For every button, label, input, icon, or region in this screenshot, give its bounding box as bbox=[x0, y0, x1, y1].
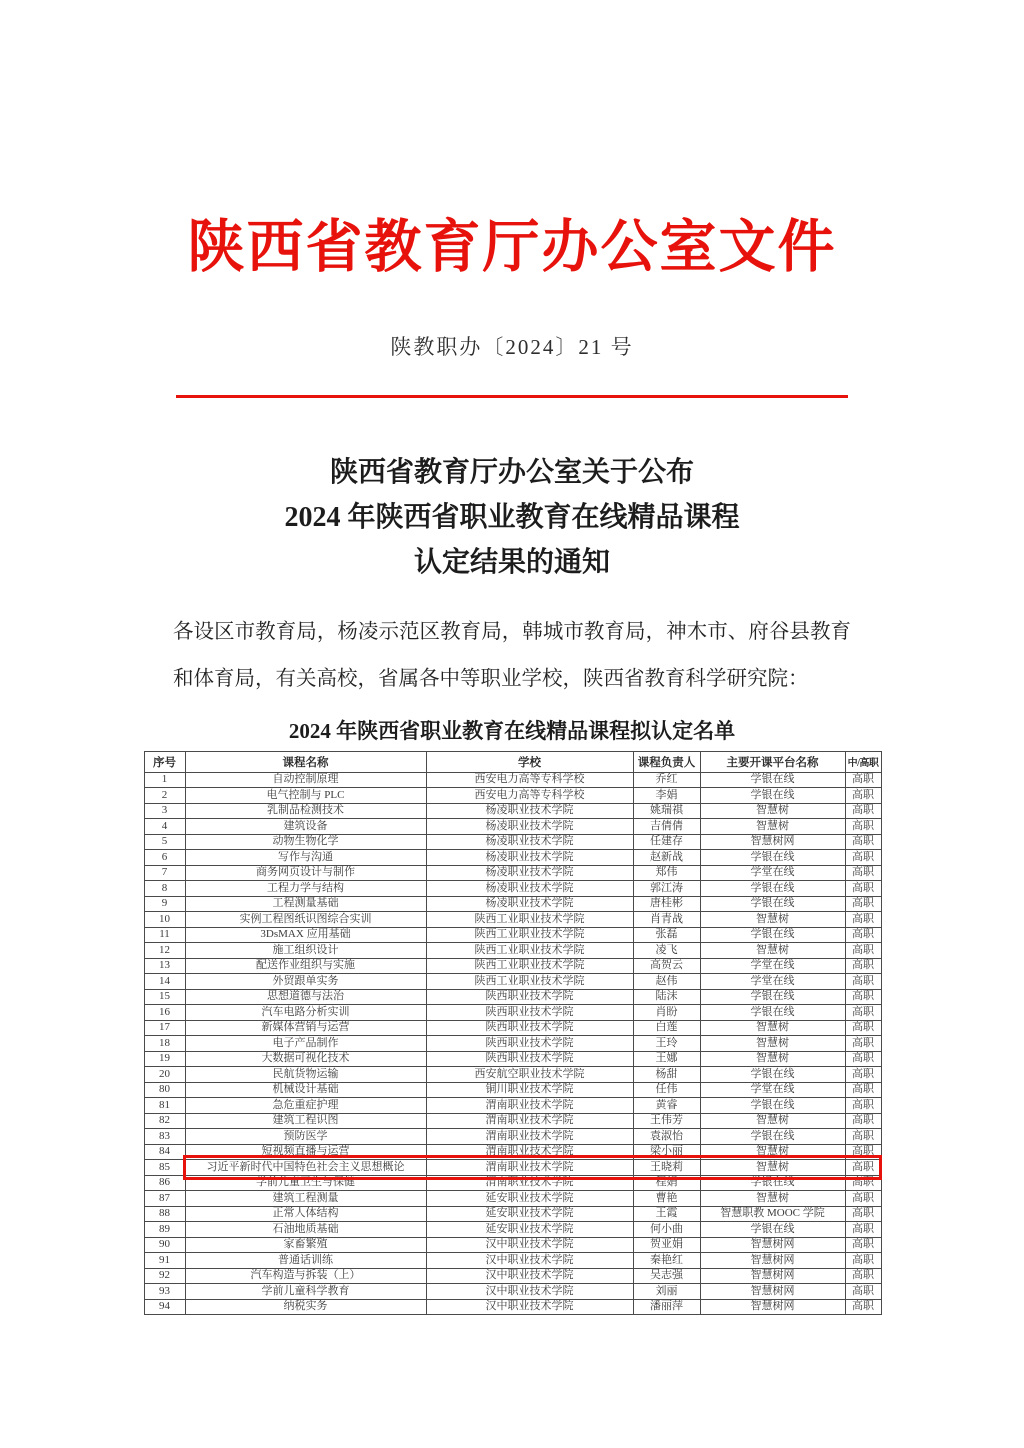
table-row bbox=[144, 958, 881, 974]
school-cell: 陕西工业职业技术学院 bbox=[426, 974, 633, 990]
leader-cell: 王晓莉 bbox=[633, 1160, 700, 1176]
leader-cell: 程娟 bbox=[633, 1175, 700, 1191]
course-cell: 实例工程图纸识图综合实训 bbox=[185, 912, 426, 928]
header-level: 中/高职 bbox=[845, 751, 881, 772]
seq-cell: 82 bbox=[144, 1113, 185, 1129]
table-row bbox=[144, 881, 881, 897]
document-number: 陕教职办〔2024〕21 号 bbox=[390, 334, 634, 359]
seq-cell: 14 bbox=[144, 974, 185, 990]
platform-cell: 智慧树 bbox=[700, 912, 845, 928]
level-cell: 高职 bbox=[845, 943, 881, 959]
table-row bbox=[144, 1160, 881, 1176]
leader-cell: 姚瑞祺 bbox=[633, 803, 700, 819]
leader-cell: 唐桂彬 bbox=[633, 896, 700, 912]
school-cell: 陕西职业技术学院 bbox=[426, 1005, 633, 1021]
table-row bbox=[144, 1082, 881, 1098]
leader-cell: 张磊 bbox=[633, 927, 700, 943]
notice-title-line-2: 2024 年陕西省职业教育在线精品课程 bbox=[284, 501, 740, 533]
notice-title-line-3: 认定结果的通知 bbox=[413, 546, 610, 578]
platform-cell: 智慧树 bbox=[700, 1020, 845, 1036]
leader-cell: 秦艳红 bbox=[633, 1253, 700, 1269]
course-cell: 工程测量基础 bbox=[185, 896, 426, 912]
platform-cell: 智慧树 bbox=[700, 1051, 845, 1067]
level-cell: 高职 bbox=[845, 834, 881, 850]
level-cell: 高职 bbox=[845, 1144, 881, 1160]
platform-cell: 智慧树 bbox=[700, 943, 845, 959]
table-row bbox=[144, 1020, 881, 1036]
platform-cell: 学银在线 bbox=[700, 1222, 845, 1238]
seq-cell: 84 bbox=[144, 1144, 185, 1160]
table-row bbox=[144, 865, 881, 881]
course-cell: 普通话训练 bbox=[185, 1253, 426, 1269]
course-cell: 建筑工程识图 bbox=[185, 1113, 426, 1129]
level-cell: 高职 bbox=[845, 1160, 881, 1176]
seq-cell: 20 bbox=[144, 1067, 185, 1083]
level-cell: 高职 bbox=[845, 1299, 881, 1315]
seq-cell: 81 bbox=[144, 1098, 185, 1114]
course-cell: 电气控制与 PLC bbox=[185, 788, 426, 804]
course-cell: 商务网页设计与制作 bbox=[185, 865, 426, 881]
document-org-title: 陕西省教育厅办公室文件 bbox=[187, 216, 837, 279]
course-cell: 学前儿童卫生与保健 bbox=[185, 1175, 426, 1191]
table-row bbox=[144, 1144, 881, 1160]
table-row bbox=[144, 1206, 881, 1222]
platform-cell: 学堂在线 bbox=[700, 974, 845, 990]
leader-cell: 肖青战 bbox=[633, 912, 700, 928]
notice-title-line-1: 陕西省教育厅办公室关于公布 bbox=[329, 456, 694, 488]
leader-cell: 赵新战 bbox=[633, 850, 700, 866]
leader-cell: 王霞 bbox=[633, 1206, 700, 1222]
platform-cell: 智慧树 bbox=[700, 1160, 845, 1176]
table-row bbox=[144, 912, 881, 928]
leader-cell: 乔红 bbox=[633, 772, 700, 788]
table-header-row bbox=[144, 751, 881, 772]
course-cell: 工程力学与结构 bbox=[185, 881, 426, 897]
seq-cell: 85 bbox=[144, 1160, 185, 1176]
leader-cell: 吴志强 bbox=[633, 1268, 700, 1284]
course-cell: 汽车构造与拆装（上） bbox=[185, 1268, 426, 1284]
seq-cell: 8 bbox=[144, 881, 185, 897]
level-cell: 高职 bbox=[845, 896, 881, 912]
school-cell: 陕西工业职业技术学院 bbox=[426, 912, 633, 928]
table-row bbox=[144, 1067, 881, 1083]
school-cell: 渭南职业技术学院 bbox=[426, 1098, 633, 1114]
school-cell: 杨凌职业技术学院 bbox=[426, 850, 633, 866]
platform-cell: 智慧职教 MOOC 学院 bbox=[700, 1206, 845, 1222]
level-cell: 高职 bbox=[845, 1191, 881, 1207]
table-row bbox=[144, 772, 881, 788]
level-cell: 高职 bbox=[845, 1067, 881, 1083]
school-cell: 陕西职业技术学院 bbox=[426, 989, 633, 1005]
platform-cell: 学银在线 bbox=[700, 1067, 845, 1083]
leader-cell: 王伟芳 bbox=[633, 1113, 700, 1129]
platform-cell: 智慧树 bbox=[700, 1036, 845, 1052]
table-row bbox=[144, 1005, 881, 1021]
seq-cell: 91 bbox=[144, 1253, 185, 1269]
table-row bbox=[144, 1222, 881, 1238]
platform-cell: 学银在线 bbox=[700, 1129, 845, 1145]
table-row bbox=[144, 1113, 881, 1129]
table-row bbox=[144, 850, 881, 866]
course-cell: 思想道德与法治 bbox=[185, 989, 426, 1005]
table-row bbox=[144, 834, 881, 850]
level-cell: 高职 bbox=[845, 1129, 881, 1145]
leader-cell: 吉倩倩 bbox=[633, 819, 700, 835]
course-cell: 民航货物运输 bbox=[185, 1067, 426, 1083]
level-cell: 高职 bbox=[845, 1175, 881, 1191]
platform-cell: 智慧树 bbox=[700, 819, 845, 835]
table-row bbox=[144, 1237, 881, 1253]
leader-cell: 杨甜 bbox=[633, 1067, 700, 1083]
leader-cell: 高贺云 bbox=[633, 958, 700, 974]
seq-cell: 88 bbox=[144, 1206, 185, 1222]
level-cell: 高职 bbox=[845, 1268, 881, 1284]
table-row bbox=[144, 803, 881, 819]
platform-cell: 学银在线 bbox=[700, 927, 845, 943]
level-cell: 高职 bbox=[845, 772, 881, 788]
level-cell: 高职 bbox=[845, 1036, 881, 1052]
table-title: 2024 年陕西省职业教育在线精品课程拟认定名单 bbox=[288, 718, 736, 743]
leader-cell: 陆沫 bbox=[633, 989, 700, 1005]
level-cell: 高职 bbox=[845, 803, 881, 819]
platform-cell: 学银在线 bbox=[700, 881, 845, 897]
course-cell: 大数据可视化技术 bbox=[185, 1051, 426, 1067]
platform-cell: 学银在线 bbox=[700, 989, 845, 1005]
school-cell: 延安职业技术学院 bbox=[426, 1206, 633, 1222]
course-cell: 乳制品检测技术 bbox=[185, 803, 426, 819]
level-cell: 高职 bbox=[845, 865, 881, 881]
school-cell: 延安职业技术学院 bbox=[426, 1191, 633, 1207]
platform-cell: 智慧树网 bbox=[700, 1253, 845, 1269]
table-row bbox=[144, 1175, 881, 1191]
school-cell: 杨凌职业技术学院 bbox=[426, 865, 633, 881]
seq-cell: 6 bbox=[144, 850, 185, 866]
seq-cell: 93 bbox=[144, 1284, 185, 1300]
leader-cell: 王娜 bbox=[633, 1051, 700, 1067]
seq-cell: 87 bbox=[144, 1191, 185, 1207]
school-cell: 西安电力高等专科学校 bbox=[426, 788, 633, 804]
seq-cell: 18 bbox=[144, 1036, 185, 1052]
platform-cell: 学银在线 bbox=[700, 1005, 845, 1021]
level-cell: 高职 bbox=[845, 1206, 881, 1222]
seq-cell: 94 bbox=[144, 1299, 185, 1315]
school-cell: 杨凌职业技术学院 bbox=[426, 834, 633, 850]
seq-cell: 86 bbox=[144, 1175, 185, 1191]
school-cell: 陕西职业技术学院 bbox=[426, 1020, 633, 1036]
course-cell: 电子产品制作 bbox=[185, 1036, 426, 1052]
leader-cell: 王玲 bbox=[633, 1036, 700, 1052]
school-cell: 陕西职业技术学院 bbox=[426, 1051, 633, 1067]
table-row bbox=[144, 1098, 881, 1114]
level-cell: 高职 bbox=[845, 1098, 881, 1114]
leader-cell: 赵伟 bbox=[633, 974, 700, 990]
platform-cell: 学银在线 bbox=[700, 772, 845, 788]
table-row bbox=[144, 896, 881, 912]
school-cell: 陕西工业职业技术学院 bbox=[426, 927, 633, 943]
seq-cell: 3 bbox=[144, 803, 185, 819]
seq-cell: 2 bbox=[144, 788, 185, 804]
course-table bbox=[144, 751, 882, 1316]
school-cell: 渭南职业技术学院 bbox=[426, 1144, 633, 1160]
leader-cell: 任建存 bbox=[633, 834, 700, 850]
course-cell: 急危重症护理 bbox=[185, 1098, 426, 1114]
school-cell: 杨凌职业技术学院 bbox=[426, 803, 633, 819]
table-row bbox=[144, 819, 881, 835]
table-row bbox=[144, 943, 881, 959]
table-row bbox=[144, 974, 881, 990]
leader-cell: 肖盼 bbox=[633, 1005, 700, 1021]
header-course: 课程名称 bbox=[185, 751, 426, 772]
seq-cell: 83 bbox=[144, 1129, 185, 1145]
platform-cell: 智慧树网 bbox=[700, 1284, 845, 1300]
leader-cell: 贺亚娟 bbox=[633, 1237, 700, 1253]
course-cell: 外贸跟单实务 bbox=[185, 974, 426, 990]
leader-cell: 袁淑怡 bbox=[633, 1129, 700, 1145]
course-cell: 正常人体结构 bbox=[185, 1206, 426, 1222]
school-cell: 西安电力高等专科学校 bbox=[426, 772, 633, 788]
course-cell: 石油地质基础 bbox=[185, 1222, 426, 1238]
leader-cell: 曹艳 bbox=[633, 1191, 700, 1207]
school-cell: 汉中职业技术学院 bbox=[426, 1237, 633, 1253]
leader-cell: 梁小丽 bbox=[633, 1144, 700, 1160]
seq-cell: 4 bbox=[144, 819, 185, 835]
course-cell: 家畜繁殖 bbox=[185, 1237, 426, 1253]
table-row bbox=[144, 1191, 881, 1207]
leader-cell: 郭江涛 bbox=[633, 881, 700, 897]
platform-cell: 智慧树网 bbox=[700, 1299, 845, 1315]
leader-cell: 潘丽萍 bbox=[633, 1299, 700, 1315]
leader-cell: 何小曲 bbox=[633, 1222, 700, 1238]
platform-cell: 学银在线 bbox=[700, 1098, 845, 1114]
seq-cell: 1 bbox=[144, 772, 185, 788]
seq-cell: 17 bbox=[144, 1020, 185, 1036]
level-cell: 高职 bbox=[845, 958, 881, 974]
level-cell: 高职 bbox=[845, 989, 881, 1005]
platform-cell: 学堂在线 bbox=[700, 865, 845, 881]
level-cell: 高职 bbox=[845, 927, 881, 943]
table-row bbox=[144, 1129, 881, 1145]
table-row bbox=[144, 1253, 881, 1269]
leader-cell: 白莲 bbox=[633, 1020, 700, 1036]
level-cell: 高职 bbox=[845, 974, 881, 990]
course-cell: 施工组织设计 bbox=[185, 943, 426, 959]
course-cell: 纳税实务 bbox=[185, 1299, 426, 1315]
course-cell: 自动控制原理 bbox=[185, 772, 426, 788]
school-cell: 杨凌职业技术学院 bbox=[426, 881, 633, 897]
seq-cell: 80 bbox=[144, 1082, 185, 1098]
seq-cell: 19 bbox=[144, 1051, 185, 1067]
school-cell: 汉中职业技术学院 bbox=[426, 1284, 633, 1300]
leader-cell: 刘丽 bbox=[633, 1284, 700, 1300]
platform-cell: 学堂在线 bbox=[700, 1082, 845, 1098]
seq-cell: 13 bbox=[144, 958, 185, 974]
table-row bbox=[144, 788, 881, 804]
salutation-paragraph: 各设区市教育局，杨凌示范区教育局，韩城市教育局，神木市、府谷县教育和体育局，有关高校，省属各中等职业学校，陕西省教育科学研究院： bbox=[173, 620, 851, 690]
school-cell: 杨凌职业技术学院 bbox=[426, 896, 633, 912]
header-school: 学校 bbox=[426, 751, 633, 772]
course-cell: 习近平新时代中国特色社会主义思想概论 bbox=[185, 1160, 426, 1176]
course-cell: 预防医学 bbox=[185, 1129, 426, 1145]
level-cell: 高职 bbox=[845, 1020, 881, 1036]
header-leader: 课程负责人 bbox=[633, 751, 700, 772]
header-seq: 序号 bbox=[144, 751, 185, 772]
platform-cell: 学堂在线 bbox=[700, 958, 845, 974]
seq-cell: 89 bbox=[144, 1222, 185, 1238]
leader-cell: 凌飞 bbox=[633, 943, 700, 959]
school-cell: 渭南职业技术学院 bbox=[426, 1175, 633, 1191]
platform-cell: 智慧树 bbox=[700, 1191, 845, 1207]
school-cell: 渭南职业技术学院 bbox=[426, 1113, 633, 1129]
table-row bbox=[144, 1268, 881, 1284]
table-row bbox=[144, 1036, 881, 1052]
level-cell: 高职 bbox=[845, 850, 881, 866]
platform-cell: 学银在线 bbox=[700, 896, 845, 912]
platform-cell: 学银在线 bbox=[700, 850, 845, 866]
school-cell: 渭南职业技术学院 bbox=[426, 1129, 633, 1145]
leader-cell: 黄睿 bbox=[633, 1098, 700, 1114]
school-cell: 汉中职业技术学院 bbox=[426, 1299, 633, 1315]
seq-cell: 10 bbox=[144, 912, 185, 928]
platform-cell: 智慧树 bbox=[700, 803, 845, 819]
table-row bbox=[144, 1051, 881, 1067]
school-cell: 陕西职业技术学院 bbox=[426, 1036, 633, 1052]
seq-cell: 5 bbox=[144, 834, 185, 850]
level-cell: 高职 bbox=[845, 788, 881, 804]
platform-cell: 智慧树网 bbox=[700, 834, 845, 850]
level-cell: 高职 bbox=[845, 1082, 881, 1098]
school-cell: 杨凌职业技术学院 bbox=[426, 819, 633, 835]
level-cell: 高职 bbox=[845, 881, 881, 897]
course-cell: 短视频直播与运营 bbox=[185, 1144, 426, 1160]
course-cell: 建筑设备 bbox=[185, 819, 426, 835]
course-cell: 机械设计基础 bbox=[185, 1082, 426, 1098]
level-cell: 高职 bbox=[845, 1005, 881, 1021]
platform-cell: 智慧树 bbox=[700, 1113, 845, 1129]
level-cell: 高职 bbox=[845, 1113, 881, 1129]
school-cell: 铜川职业技术学院 bbox=[426, 1082, 633, 1098]
school-cell: 陕西工业职业技术学院 bbox=[426, 943, 633, 959]
course-cell: 汽车电路分析实训 bbox=[185, 1005, 426, 1021]
school-cell: 汉中职业技术学院 bbox=[426, 1268, 633, 1284]
seq-cell: 12 bbox=[144, 943, 185, 959]
course-table-wrap bbox=[144, 751, 881, 1316]
course-cell: 新媒体营销与运营 bbox=[185, 1020, 426, 1036]
seq-cell: 90 bbox=[144, 1237, 185, 1253]
course-cell: 学前儿童科学教育 bbox=[185, 1284, 426, 1300]
table-row bbox=[144, 1284, 881, 1300]
level-cell: 高职 bbox=[845, 912, 881, 928]
leader-cell: 郑伟 bbox=[633, 865, 700, 881]
seq-cell: 15 bbox=[144, 989, 185, 1005]
seq-cell: 92 bbox=[144, 1268, 185, 1284]
platform-cell: 智慧树 bbox=[700, 1144, 845, 1160]
seq-cell: 7 bbox=[144, 865, 185, 881]
table-row bbox=[144, 1299, 881, 1315]
course-cell: 3DsMAX 应用基础 bbox=[185, 927, 426, 943]
platform-cell: 学银在线 bbox=[700, 1175, 845, 1191]
level-cell: 高职 bbox=[845, 1222, 881, 1238]
school-cell: 陕西工业职业技术学院 bbox=[426, 958, 633, 974]
school-cell: 汉中职业技术学院 bbox=[426, 1253, 633, 1269]
platform-cell: 智慧树网 bbox=[700, 1237, 845, 1253]
course-cell: 配送作业组织与实施 bbox=[185, 958, 426, 974]
course-cell: 写作与沟通 bbox=[185, 850, 426, 866]
level-cell: 高职 bbox=[845, 1237, 881, 1253]
table-row bbox=[144, 989, 881, 1005]
level-cell: 高职 bbox=[845, 1051, 881, 1067]
platform-cell: 智慧树网 bbox=[700, 1268, 845, 1284]
header-platform: 主要开课平台名称 bbox=[700, 751, 845, 772]
seq-cell: 9 bbox=[144, 896, 185, 912]
table-row bbox=[144, 927, 881, 943]
course-cell: 动物生物化学 bbox=[185, 834, 426, 850]
school-cell: 西安航空职业技术学院 bbox=[426, 1067, 633, 1083]
red-divider-rule bbox=[176, 395, 848, 398]
level-cell: 高职 bbox=[845, 819, 881, 835]
seq-cell: 16 bbox=[144, 1005, 185, 1021]
school-cell: 延安职业技术学院 bbox=[426, 1222, 633, 1238]
leader-cell: 任伟 bbox=[633, 1082, 700, 1098]
seq-cell: 11 bbox=[144, 927, 185, 943]
level-cell: 高职 bbox=[845, 1253, 881, 1269]
notice-title bbox=[0, 450, 1024, 585]
course-cell: 建筑工程测量 bbox=[185, 1191, 426, 1207]
platform-cell: 学银在线 bbox=[700, 788, 845, 804]
level-cell: 高职 bbox=[845, 1284, 881, 1300]
leader-cell: 李娟 bbox=[633, 788, 700, 804]
school-cell: 渭南职业技术学院 bbox=[426, 1160, 633, 1176]
